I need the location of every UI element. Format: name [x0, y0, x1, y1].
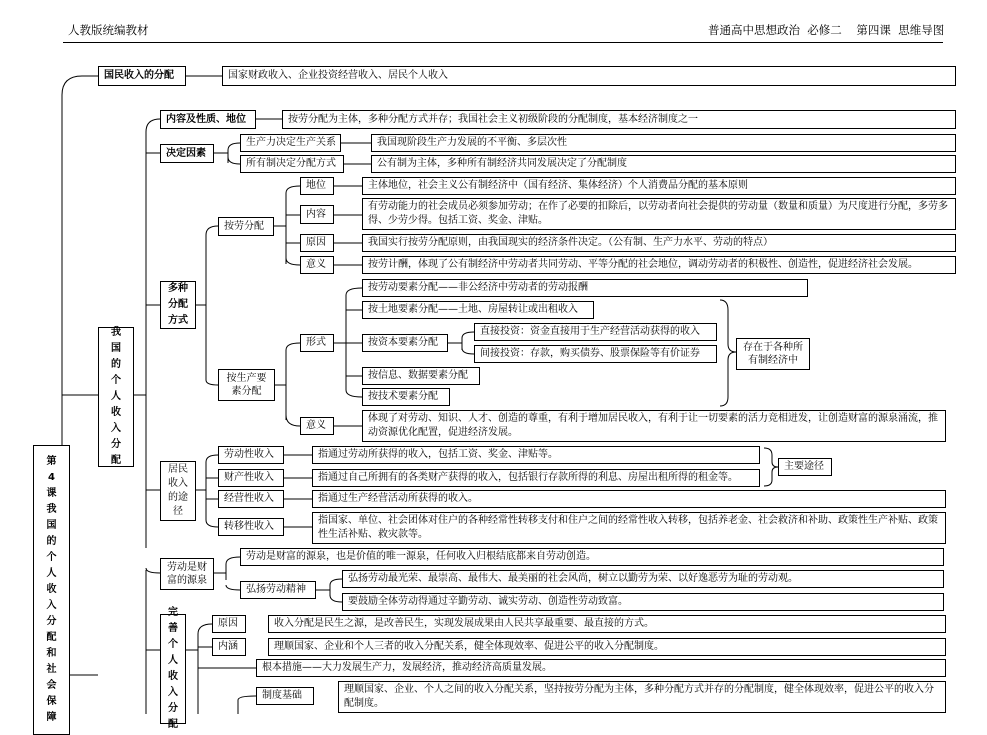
labor-meaning-label: 意义	[300, 256, 334, 274]
factor-f1: 按劳动要素分配——非公经济中劳动者的劳动报酬	[362, 279, 808, 297]
labor-content-label: 内容	[300, 205, 334, 224]
sec3-sys-label: 制度基础	[256, 687, 314, 705]
labor-content: 有劳动能力的社会成员必须参加劳动；在作了必要的扣除后，以劳动者向社会提供的劳动量（数量和质量）为尺度进行分配，多劳多得、少劳少得。包括工资、奖金、津贴。	[362, 198, 956, 230]
labor-title: 按劳分配	[218, 217, 274, 236]
labor-meaning: 按劳计酬，体现了公有制经济中劳动者共同劳动、平等分配的社会地位，调动劳动者的积极性、创造性，促进经济社会发展。	[362, 256, 956, 274]
header-left: 人教版统编教材	[68, 23, 149, 37]
sec1-title: 国民收入的分配	[98, 66, 186, 86]
income-i2-label: 财产性收入	[218, 469, 284, 487]
income-main-note: 主要途径	[778, 458, 832, 476]
factors-title: 决定因素	[160, 144, 214, 163]
labor-status: 主体地位，社会主义公有制经济中（国有经济、集体经济）个人消费品分配的基本原则	[362, 177, 956, 195]
income-i4: 指国家、单位、社会团体对住户的各种经常性转移支付和住户之间的经常性收入转移，包括养老金、社会救济和补助、政策性生产补贴、政策性生活补贴、救灾款等。	[312, 512, 946, 544]
sec3-sys: 理顺国家、企业、个人之间的收入分配关系，坚持按劳分配为主体，多种分配方式并存的分配制度，健全体现效率，促进公平的收入分配制度。	[338, 681, 946, 713]
income-i4-label: 转移性收入	[218, 518, 284, 536]
nature-detail: 按劳分配为主体，多种分配方式并存；我国社会主义初级阶段的分配制度，基本经济制度之一	[282, 110, 956, 129]
income-i3: 指通过生产经营活动所获得的收入。	[312, 490, 946, 508]
sec1-detail: 国家财政收入、企业投资经营收入、居民个人收入	[222, 66, 956, 86]
income-i1: 指通过劳动所获得的收入，包括工资、奖金、津贴等。	[312, 446, 760, 464]
root-topic-label: 第4课我国的个人收入分配和社会保障	[46, 456, 57, 723]
factors-b-detail: 公有制为主体，多种所有制经济共同发展决定了分配制度	[371, 155, 956, 173]
factors-a-detail: 我国现阶段生产力发展的不平衡、多层次性	[371, 134, 956, 152]
factor-f3a: 直接投资：资金直接用于生产经营活动获得的收入	[474, 323, 717, 341]
factor-form-label: 形式	[300, 334, 334, 352]
income-title: 居民收入的途径	[160, 461, 196, 521]
factor-f4: 按信息、数据要素分配	[362, 367, 480, 385]
factor-meaning: 体现了对劳动、知识、人才、创造的尊重，有利于增加居民收入，有利于让一切要素的活力竞相迸发，让创造财富的源泉涌流，推动资源优化配置，促进经济发展。	[362, 410, 946, 442]
factor-f5: 按技术要素分配	[362, 388, 450, 406]
factors-a-label: 生产力决定生产关系	[240, 134, 341, 152]
factor-meaning-label: 意义	[300, 417, 334, 435]
sec3-title	[160, 607, 186, 730]
root-topic	[33, 445, 70, 735]
multi-title	[160, 281, 196, 329]
sec2-title-label: 我国的个人收入分配	[111, 327, 121, 466]
factor-f3: 按资本要素分配	[362, 334, 448, 352]
sec3-reason-label: 原因	[212, 615, 246, 633]
factor-title: 按生产要素分配	[218, 369, 275, 401]
wealth-w1: 劳动是财富的源泉，也是价值的唯一源泉，任何收入归根结底都来自劳动创造。	[240, 548, 944, 566]
factor-f2: 按土地要素分配——土地、房屋转让或出租收入	[362, 301, 594, 319]
nature-title: 内容及性质、地位	[160, 110, 256, 129]
income-i3-label: 经营性收入	[218, 490, 284, 508]
wealth-s2: 要鼓励全体劳动得通过辛勤劳动、诚实劳动、创造性劳动致富。	[342, 593, 944, 611]
header-right: 普通高中思想政治 必修二 第四课 思维导图	[708, 23, 945, 37]
income-i1-label: 劳动性收入	[218, 446, 284, 464]
labor-reason-label: 原因	[300, 234, 334, 252]
sec2-title	[98, 327, 134, 467]
wealth-spirit-label: 弘扬劳动精神	[240, 581, 316, 599]
sec3-title-label: 完善个人收入分配	[168, 607, 178, 730]
multi-title-label: 多种分配方式	[168, 283, 188, 326]
sec3-inner: 理顺国家、企业和个人三者的收入分配关系，健全体现效率、促进公平的收入分配制度。	[268, 638, 946, 656]
wealth-title: 劳动是财富的源泉	[160, 558, 214, 590]
sec3-inner-label: 内涵	[212, 638, 246, 656]
factors-b-label: 所有制决定分配方式	[240, 155, 344, 173]
factor-exist-note: 存在于各种所有制经济中	[736, 338, 810, 370]
labor-status-label: 地位	[300, 177, 334, 195]
income-i2: 指通过自己所拥有的各类财产获得的收入，包括银行存款所得的利息、房屋出租所得的租金等。	[312, 469, 760, 487]
wealth-s1: 弘扬劳动最光荣、最崇高、最伟大、最美丽的社会风尚，树立以勤劳为荣、以好逸恶劳为耻的劳动观。	[342, 570, 944, 588]
sec3-reason: 收入分配是民生之源，是改善民生，实现发展成果由人民共享最重要、最直接的方式。	[268, 615, 946, 633]
factor-f3b: 间接投资：存款，购买债券、股票保险等有价证券	[474, 345, 717, 363]
labor-reason: 我国实行按劳分配原则，由我国现实的经济条件决定。（公有制、生产力水平、劳动的特点）	[362, 234, 956, 252]
sec3-root-measure: 根本措施——大力发展生产力，发展经济，推动经济高质量发展。	[256, 659, 946, 677]
